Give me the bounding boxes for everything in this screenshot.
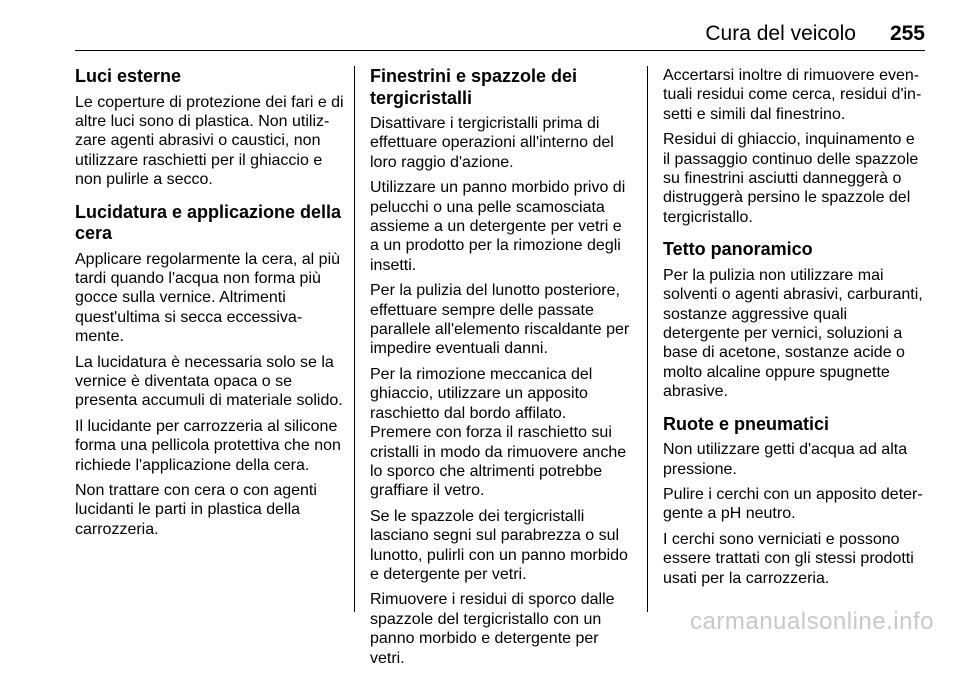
heading-exterior-lights: Luci esterne [75,66,182,86]
paragraph: Non trattare con cera o con agenti lucidanti le parti in plastica della carrozzeria. [75,482,317,538]
paragraph: Pulire i cerchi con un apposito detergente a pH neutro. [663,485,923,523]
paragraph: Residui di ghiaccio, inquinamento e il passaggio continuo delle spazzole su finestrini asciutti danneggerà o distruggerà persino le spazzole del tergicristallo. [663,131,919,226]
page-header [75,22,925,50]
column-divider-2 [647,66,648,612]
paragraph: Applicare regolarmente la cera, al più tardi quando l'acqua non forma più gocce sulla vernice. Altrimenti quest'ultima si secca eccessivamente. [75,250,341,346]
header-rule [75,50,925,51]
heading-panoramic-roof: Tetto panoramico [663,239,813,260]
paragraph: Accertarsi inoltre di rimuovere eventuali residui come cerca, residui d'insetti e simili dal finestrino. [663,67,922,123]
paragraph: Per la rimozione meccanica del ghiaccio, utilizzare un apposito raschietto dal bordo affilato. Premere con forza il raschietto sui cristalli in modo da rimuovere anche lo sporco che altrimenti potrebbe graffiare il vetro. [370,365,627,500]
paragraph: Il lucidante per carrozzeria al silicone forma una pellicola protettiva che non richiede l'applicazione della cera. [75,417,341,474]
column-divider-1 [354,66,355,612]
column-3 [663,66,925,594]
column-1 [75,66,345,545]
paragraph: Le coperture di protezione dei fari e di altre luci sono di plastica. Non utilizzare agenti abrasivi o caustici, non utilizzare raschietti per il ghiaccio e non pulirle a secco. [75,93,344,189]
section-title: Cura del veicolo [705,22,856,45]
paragraph: Se le spazzole dei tergicristalli lasciano segni sul parabrezza o sul lunotto, pulirli con un panno morbido e detergente per vetri. [370,507,628,583]
watermark: carmanualsonline.info [690,608,934,635]
paragraph: Per la pulizia non utilizzare mai solventi o agenti abrasivi, carburanti, sostanze aggressive quali detergente per vernici, soluzioni a base di acetone, sostanze acide o molto alcaline oppure spugnette abrasive. [663,266,923,401]
paragraph: Per la pulizia del lunotto posteriore, effettuare sempre delle passate parallele all'elemento riscaldante per impedire eventuali danni. [370,282,630,358]
paragraph: La lucidatura è necessaria solo se la vernice è diventata opaca o se presenta accumuli di materiale solido. [75,353,343,410]
page-number: 255 [889,22,925,45]
paragraph: Rimuovere i residui di sporco dalle spazzole del tergicristallo con un panno morbido e detergente per vetri. [370,591,615,667]
heading-wheels-tyres: Ruote e pneumatici [663,413,830,434]
paragraph: I cerchi sono verniciati e possono essere trattati con gli stessi prodotti usati per la carrozzeria. [663,530,914,587]
paragraph: Disattivare i tergicristalli prima di effettuare operazioni all'interno del loro raggio d'azione. [370,115,614,171]
heading-polishing-waxing: Lucidatura e applicazione della cera [75,201,342,244]
paragraph: Utilizzare un panno morbido privo di pelucchi o una pelle scamosciata assieme a un detergente per vetri e a un prodotto per la rimozione degli insetti. [370,179,626,274]
column-2 [370,66,632,674]
heading-windows-wipers: Finestrini e spazzole dei tergicristalli [370,66,578,108]
paragraph: Non utilizzare getti d'acqua ad alta pressione. [663,441,908,478]
